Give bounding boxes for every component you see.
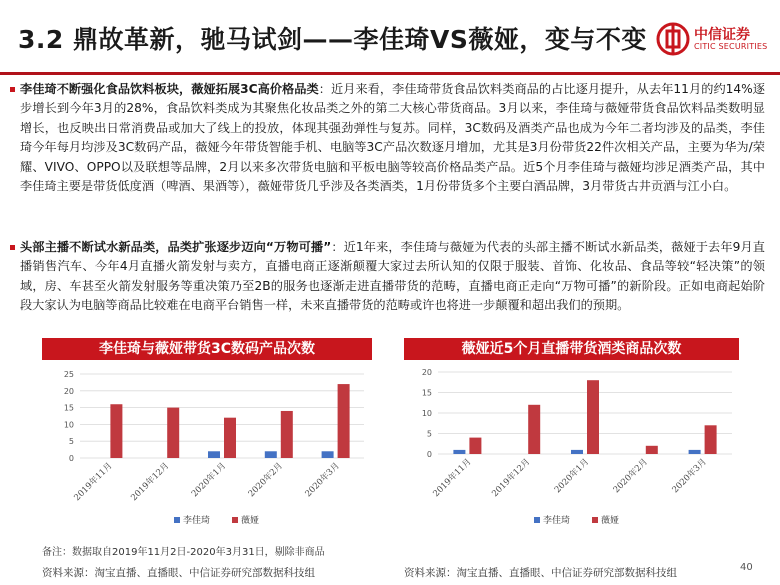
x-category-label: 2020年2月 [611,457,650,496]
y-tick-label: 25 [63,370,74,379]
bullet-1-text: ：近月来看，李佳琦带货食品饮料类商品的占比逐月提升，从去年11月的约14%逐步增长到今年3月的28%，食品饮料类成为其聚焦化妆品类之外的第二大核心带货商品。3月以来，李佳琦与薇娅带货食品饮料品类数明显增长，也反映出日常消费品或加大了线上的投放，体现其强劲弹性与复苏。同样，3C数码及酒类产品也成为今年二者均涉及的品类，李佳琦今年每月均涉及3C数码产品，薇娅今年带货智能手机、电脑等3C产品次数逐月增加，尤其是3月份带货22件次相关产品，主要为华为/荣耀、VIVO、OPPO以及联想等品牌，2月以来多次带货电脑和平板电脑等较高价格品类产品。近5个月李佳琦与薇娅均涉足酒类产品，其中李佳琦主要是带货低度酒（啤酒、果酒等），薇娅带货几乎涉及各类酒类，1月份带货多个主要白酒品牌，3月带货古井贡酒与江小白。 [20,82,765,194]
bar-薇娅 [587,380,599,454]
chart-title: 李佳琦与薇娅带货3C数码产品次数 [42,338,372,360]
bar-薇娅 [705,425,717,454]
bar-李佳琦 [208,451,220,458]
page-title: 3.2 鼎故革新，驰马试剑——李佳琦VS薇娅，变与不变 [18,25,647,54]
bullet-paragraph-1 [20,80,765,196]
legend-swatch [534,517,540,523]
bar-李佳琦 [265,451,277,458]
bar-薇娅 [281,411,293,458]
x-category-label: 2020年3月 [670,457,709,496]
y-tick-label: 15 [63,403,74,413]
chart-3c-products [42,338,372,538]
legend-swatch [174,517,180,523]
chart-liquor-plot [404,360,739,538]
legend-swatch [232,517,238,523]
chart-3c-plot [42,360,372,538]
citic-logo [656,22,771,56]
x-category-label: 2019年12月 [490,457,533,500]
bar-薇娅 [528,405,540,454]
x-category-label: 2019年11月 [431,457,474,500]
chart-liquor-products [404,338,739,538]
bar-李佳琦 [453,450,465,454]
y-tick-label: 20 [421,368,432,377]
x-category-label: 2020年3月 [303,461,342,500]
y-tick-label: 0 [426,450,432,459]
bar-李佳琦 [322,451,334,458]
logo-subtext: CITIC SECURITIES [694,42,768,51]
y-tick-label: 10 [421,409,432,418]
bullet-square-icon [10,87,15,92]
slide-header [0,0,780,72]
citic-logo-icon [656,22,690,56]
bar-薇娅 [646,446,658,454]
bar-薇娅 [469,438,481,454]
x-category-label: 2020年2月 [246,461,285,500]
bar-薇娅 [224,418,236,458]
y-tick-label: 5 [426,429,432,439]
bar-李佳琦 [689,450,701,454]
y-tick-label: 10 [63,420,74,430]
x-category-label: 2020年1月 [552,457,592,496]
y-tick-label: 0 [68,454,74,463]
chart-title: 薇娅近5个月直播带货酒类商品次数 [404,338,739,360]
x-category-label: 2019年11月 [72,461,115,504]
footnote: 备注：数据取自2019年11月2日-2020年3月31日，剔除非商品 [42,547,325,558]
bar-李佳琦 [571,450,583,454]
bullet-paragraph-2 [20,238,765,316]
bar-薇娅 [167,408,179,458]
x-category-label: 2020年1月 [189,461,229,500]
y-tick-label: 5 [68,437,74,447]
header-divider [0,72,780,75]
x-category-label: 2019年12月 [129,461,172,504]
bar-薇娅 [110,404,122,458]
bullet-1-heading: 李佳琦不断强化食品饮料板块，薇娅拓展3C高价格品类 [20,82,319,96]
legend-label: 薇娅 [601,516,620,526]
bar-薇娅 [338,384,350,458]
bullet-square-icon [10,245,15,250]
legend-label: 李佳琦 [543,516,571,526]
logo-text: 中信证券 [694,27,750,43]
bullet-2-text: ：近1年来，李佳琦与薇娅为代表的头部主播不断试水新品类，薇娅于去年9月直播销售汽车、今年4月直播火箭发射与卖方，直播电商正逐渐颠覆大家过去所认知的仅限于服装、首饰、化妆品、食品等较“轻决策”的领域，房、车甚至火箭发射服务等重决策乃至2B的服务也逐渐走进直播带货的范畴，直播电商正走向“万物可播”的新阶段。正如电商起始阶段大家认为电脑等商品比较难在电商平台销售一样，未来直播带货的范畴或许也将进一步颠覆和超出我们的预期。 [20,240,765,313]
legend-swatch [592,517,598,523]
bullet-2-heading: 头部主播不断试水新品类，品类扩张逐步迈向“万物可播” [20,240,332,254]
page-number: 40 [740,562,753,573]
y-tick-label: 15 [421,388,432,398]
source-left: 资料来源：淘宝直播、直播眼、中信证券研究部数据科技组 [42,567,315,579]
y-tick-label: 20 [63,386,74,396]
legend-label: 李佳琦 [183,516,211,526]
source-right: 资料来源：淘宝直播、直播眼、中信证券研究部数据科技组 [404,567,677,579]
legend-label: 薇娅 [241,516,260,526]
